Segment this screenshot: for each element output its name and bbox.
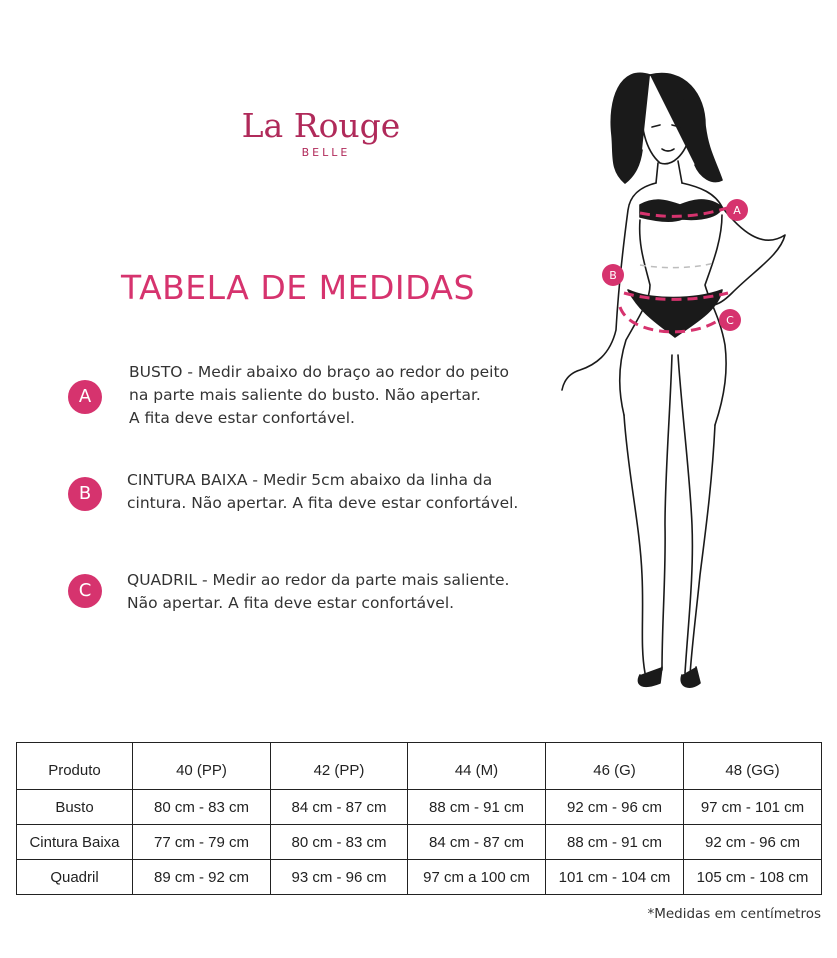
figure-marker-a: A bbox=[733, 204, 741, 217]
body-figure-illustration bbox=[500, 55, 830, 715]
brand-tagline: BELLE bbox=[301, 146, 351, 159]
table-cell: 77 cm - 79 cm bbox=[133, 825, 271, 860]
table-cell: 92 cm - 96 cm bbox=[684, 825, 822, 860]
brand-logo bbox=[236, 106, 406, 160]
table-header-cell: Produto bbox=[17, 743, 133, 790]
table-cell: 84 cm - 87 cm bbox=[408, 825, 546, 860]
size-table bbox=[16, 742, 822, 895]
table-header-cell: 40 (PP) bbox=[133, 743, 271, 790]
table-header-cell: 44 (M) bbox=[408, 743, 546, 790]
badge-a: A bbox=[68, 380, 102, 414]
measure-quadril-text: QUADRIL - Medir ao redor da parte mais saliente. Não apertar. A fita deve estar confortável. bbox=[127, 571, 510, 612]
table-cell: 93 cm - 96 cm bbox=[271, 860, 408, 895]
table-cell: 105 cm - 108 cm bbox=[684, 860, 822, 895]
table-cell: 88 cm - 91 cm bbox=[546, 825, 684, 860]
badge-c: C bbox=[68, 574, 102, 608]
table-header-cell: 48 (GG) bbox=[684, 743, 822, 790]
table-row bbox=[17, 790, 822, 825]
table-cell: 80 cm - 83 cm bbox=[133, 790, 271, 825]
badge-b: B bbox=[68, 477, 102, 511]
table-header-row bbox=[17, 743, 822, 790]
table-row bbox=[17, 825, 822, 860]
table-cell: Busto bbox=[17, 790, 133, 825]
table-header-cell: 42 (PP) bbox=[271, 743, 408, 790]
table-row bbox=[17, 860, 822, 895]
table-cell: 84 cm - 87 cm bbox=[271, 790, 408, 825]
figure-marker-c: C bbox=[726, 314, 734, 327]
brand-name: La Rouge bbox=[241, 106, 401, 145]
measure-busto-text: BUSTO - Medir abaixo do braço ao redor do peito na parte mais saliente do busto. Não apertar. A fita deve estar confortável. bbox=[129, 363, 510, 427]
table-cell: 97 cm a 100 cm bbox=[408, 860, 546, 895]
table-cell: 80 cm - 83 cm bbox=[271, 825, 408, 860]
footnote: *Medidas em centímetros bbox=[647, 906, 821, 922]
measure-cintura-text: CINTURA BAIXA - Medir 5cm abaixo da linha da cintura. Não apertar. A fita deve estar confortável. bbox=[127, 471, 519, 512]
table-cell: Cintura Baixa bbox=[17, 825, 133, 860]
table-cell: 92 cm - 96 cm bbox=[546, 790, 684, 825]
figure-marker-b: B bbox=[609, 269, 617, 282]
table-cell: 101 cm - 104 cm bbox=[546, 860, 684, 895]
table-header-cell: 46 (G) bbox=[546, 743, 684, 790]
table-cell: 97 cm - 101 cm bbox=[684, 790, 822, 825]
page-title: TABELA DE MEDIDAS bbox=[121, 268, 475, 307]
table-cell: 88 cm - 91 cm bbox=[408, 790, 546, 825]
table-cell: Quadril bbox=[17, 860, 133, 895]
table-cell: 89 cm - 92 cm bbox=[133, 860, 271, 895]
